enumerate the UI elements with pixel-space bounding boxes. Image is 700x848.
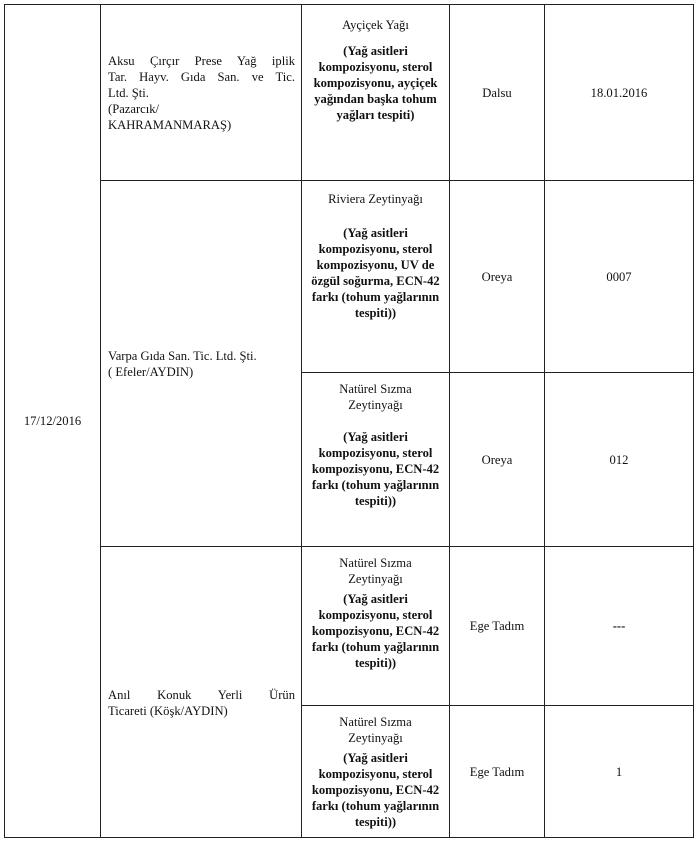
analysis-detail: (Yağ asitleri kompozisyonu, sterol kompozisyonu, ECN-42 farkı (tohum yağlarının tespiti)) [311, 751, 440, 829]
brand-cell [449, 546, 545, 706]
lot-cell [544, 705, 694, 838]
company-location-line: KAHRAMANMARAŞ) [108, 117, 232, 132]
analysis-detail: (Yağ asitleri kompozisyonu, sterol kompozisyonu, ayçiçek yağından başka tohum yağları tespiti) [313, 44, 438, 122]
analysis-detail: (Yağ asitleri kompozisyonu, sterol kompozisyonu, ECN-42 farkı (tohum yağlarının tespiti)) [311, 430, 440, 508]
brand-cell [449, 180, 545, 373]
lot-cell [544, 4, 694, 181]
company-cell-1 [100, 4, 302, 181]
date-value: 17/12/2016 [23, 414, 82, 428]
brand-value: Dalsu [482, 85, 512, 100]
product-name: Riviera Zeytinyağı [328, 192, 423, 206]
product-cell [301, 180, 450, 373]
company-cell-2 [100, 180, 302, 547]
lot-cell [544, 546, 694, 706]
brand-value: Oreya [481, 269, 513, 284]
brand-cell [449, 372, 545, 547]
company-location-line: (Pazarcık/ [108, 101, 160, 116]
analysis-detail: (Yağ asitleri kompozisyonu, sterol kompozisyonu, ECN-42 farkı (tohum yağlarının tespiti)) [311, 592, 440, 670]
lot-value: 1 [615, 764, 623, 779]
company-name-line: Ltd. Şti. [108, 85, 149, 100]
company-name-line: Tar. Hayv. Gıda San. ve Tic. [108, 69, 295, 84]
brand-value: Ege Tadım [469, 764, 525, 779]
lot-value: 0007 [606, 269, 632, 284]
analysis-detail: (Yağ asitleri kompozisyonu, sterol kompozisyonu, UV de özgül soğurma, ECN-42 farkı (tohum yağlarının tespiti)) [311, 226, 440, 320]
lot-value: 012 [609, 452, 629, 467]
brand-value: Ege Tadım [469, 619, 525, 633]
lot-value: 18.01.2016 [590, 85, 648, 100]
product-name: Natürel Sızma Zeytinyağı [339, 556, 412, 586]
company-name-line: Aksu Çırçır Prese Yağ iplik [108, 53, 295, 68]
date-cell [4, 4, 101, 838]
lot-cell [544, 180, 694, 373]
lot-value: --- [612, 619, 626, 633]
brand-value: Oreya [481, 452, 513, 467]
company-name-line: Anıl Konuk Yerli Ürün [108, 688, 295, 702]
product-cell [301, 705, 450, 838]
company-name-line: Varpa Gıda San. Tic. Ltd. Şti. [108, 348, 257, 363]
product-cell [301, 372, 450, 547]
product-cell [301, 4, 450, 181]
lot-cell [544, 372, 694, 547]
company-cell-3 [100, 546, 302, 838]
product-cell [301, 546, 450, 706]
brand-cell [449, 4, 545, 181]
company-location-line: ( Efeler/AYDIN) [108, 364, 194, 379]
product-name: Ayçiçek Yağı [342, 18, 409, 32]
product-name: Natürel Sızma Zeytinyağı [339, 382, 412, 412]
brand-cell [449, 705, 545, 838]
company-name-line: Ticareti (Köşk/AYDIN) [108, 704, 228, 718]
product-name: Natürel Sızma Zeytinyağı [339, 715, 412, 745]
